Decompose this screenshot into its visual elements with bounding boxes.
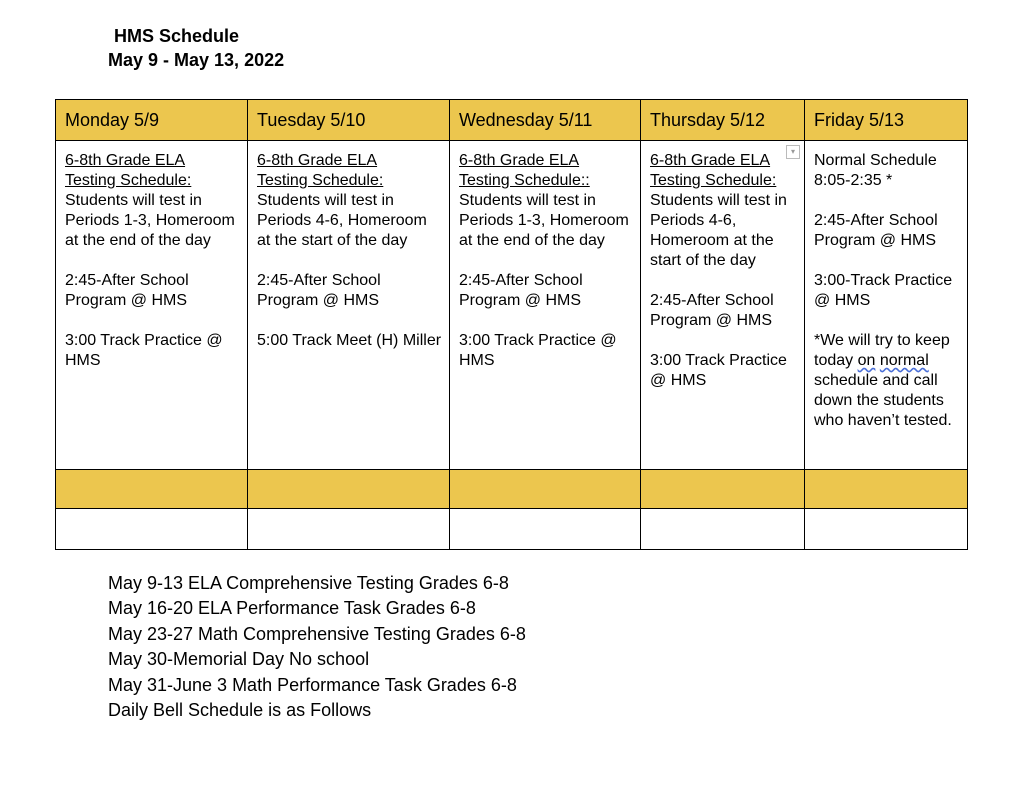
after-school-program: 2:45-After School Program @ HMS: [459, 272, 583, 309]
testing-heading-line2: Testing Schedule:: [650, 172, 777, 189]
empty-cell[interactable]: [248, 509, 450, 550]
friday-note-start: *We will try to keep today: [814, 332, 950, 369]
empty-cell[interactable]: [248, 470, 450, 509]
testing-heading-line1: 6-8th Grade ELA: [459, 152, 580, 169]
after-school-program: 2:45-After School Program @ HMS: [650, 292, 774, 329]
note-line: May 30-Memorial Day No school: [108, 649, 370, 670]
empty-cell[interactable]: [641, 509, 805, 550]
testing-details: Students will test in Periods 1-3, Homeroom at the end of the day: [65, 192, 235, 249]
testing-details: Students will test in Periods 4-6, Homeroom at the start of the day: [650, 192, 787, 269]
after-school-program: 2:45-After School Program @ HMS: [65, 272, 189, 309]
day-content-row: [56, 141, 968, 470]
cell-monday[interactable]: [56, 141, 248, 470]
testing-heading-line1: 6-8th Grade ELA: [65, 152, 186, 169]
document-title: HMS Schedule: [114, 26, 240, 46]
track-event: 5:00 Track Meet (H) Miller: [257, 332, 442, 349]
friday-note: [814, 331, 961, 431]
track-event: 3:00-Track Practice @ HMS: [814, 272, 953, 309]
cell-wednesday[interactable]: [450, 141, 641, 470]
friday-note-end: schedule and call down the students who haven’t tested.: [814, 372, 952, 429]
testing-heading-line2: Testing Schedule::: [459, 172, 590, 189]
day-header-friday: Friday 5/13: [805, 100, 968, 141]
cell-tuesday[interactable]: [248, 141, 450, 470]
weekly-schedule-table: [55, 99, 968, 550]
empty-cell[interactable]: [641, 470, 805, 509]
empty-white-row: [56, 509, 968, 550]
testing-details: Students will test in Periods 4-6, Homeroom at the start of the day: [257, 192, 427, 249]
testing-details: Students will test in Periods 1-3, Homeroom at the end of the day: [459, 192, 629, 249]
testing-heading-line1: 6-8th Grade ELA: [650, 152, 771, 169]
note-line: May 16-20 ELA Performance Task Grades 6-8: [108, 598, 476, 619]
testing-heading-line1: 6-8th Grade ELA: [257, 152, 378, 169]
empty-cell[interactable]: [450, 509, 641, 550]
document-title-block: [108, 24, 284, 72]
testing-notes-list: [108, 571, 526, 723]
normal-schedule: Normal Schedule 8:05-2:35 *: [814, 152, 937, 189]
empty-cell[interactable]: [805, 509, 968, 550]
day-header-row: [56, 100, 968, 141]
spellcheck-word-normal: normal: [879, 352, 929, 369]
day-header-monday: Monday 5/9: [56, 100, 248, 141]
day-header-tuesday: Tuesday 5/10: [248, 100, 450, 141]
note-line: May 31-June 3 Math Performance Task Grades 6-8: [108, 674, 517, 695]
track-event: 3:00 Track Practice @ HMS: [65, 332, 223, 369]
empty-cell[interactable]: [450, 470, 641, 509]
note-line: May 9-13 ELA Comprehensive Testing Grades 6-8: [108, 573, 509, 593]
cell-dropdown-icon[interactable]: ▾: [786, 145, 800, 159]
testing-heading-line2: Testing Schedule:: [65, 172, 192, 189]
empty-yellow-row: [56, 470, 968, 509]
note-line: May 23-27 Math Comprehensive Testing Grades 6-8: [108, 623, 526, 644]
spellcheck-word-on: on: [857, 352, 876, 369]
after-school-program: 2:45-After School Program @ HMS: [257, 272, 381, 309]
empty-cell[interactable]: [56, 509, 248, 550]
track-event: 3:00 Track Practice @ HMS: [650, 352, 787, 389]
empty-cell[interactable]: [56, 470, 248, 509]
day-header-thursday: Thursday 5/12: [641, 100, 805, 141]
document-date-range: May 9 - May 13, 2022: [108, 50, 285, 70]
empty-cell[interactable]: [805, 470, 968, 509]
day-header-wednesday: Wednesday 5/11: [450, 100, 641, 141]
track-event: 3:00 Track Practice @ HMS: [459, 332, 617, 369]
testing-heading-line2: Testing Schedule:: [257, 172, 384, 189]
cell-thursday[interactable]: [641, 141, 805, 470]
cell-friday[interactable]: [805, 141, 968, 470]
note-line: Daily Bell Schedule is as Follows: [108, 700, 372, 721]
after-school-program: 2:45-After School Program @ HMS: [814, 212, 938, 249]
